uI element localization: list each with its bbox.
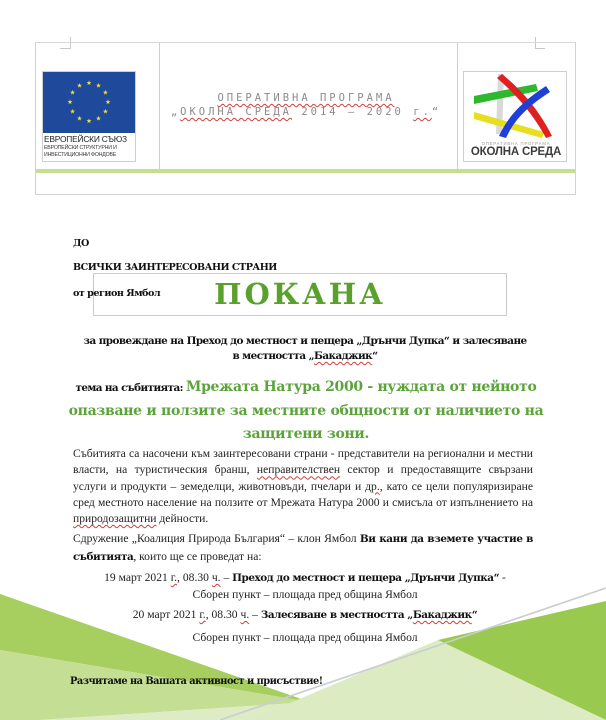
- event-theme: [68, 375, 544, 445]
- eu-logo-title: ЕВРОПЕЙСКИ СЪЮЗ: [44, 134, 127, 144]
- header-banner: [35, 42, 576, 195]
- eu-flag-icon: [43, 72, 135, 133]
- addressee-line-3: от регион Ямбол: [73, 288, 161, 299]
- event-item-1: [70, 570, 540, 602]
- addressee-line-1: ДО: [73, 238, 89, 249]
- program-title: [156, 91, 456, 119]
- closing-line: Разчитаме на Вашата активност и присъствие!: [70, 676, 323, 687]
- event-item-2: [70, 607, 540, 645]
- eu-logo: [42, 71, 136, 162]
- header-green-rule: [36, 169, 575, 173]
- event-2-meeting-point: Сборен пункт – площада пред община Ямбол: [192, 630, 418, 644]
- header-divider: [457, 43, 458, 170]
- event-2-name: Залесяване в местността „Бакаджик“: [260, 609, 478, 621]
- okolna-sreda-logo-subtitle: ОПЕРАТИВНА ПРОГРАМА: [481, 141, 551, 146]
- purpose-line-1: за провеждане на Преход до местност и пещера „Дрънчи Дупка“ и залесяване: [83, 335, 527, 347]
- program-title-line1: ОПЕРАТИВНА ПРОГРАМА: [217, 92, 395, 104]
- event-2-heading: 20 март 2021 г., 08.30 ч. – Залесяване в местността „Бакаджик“: [132, 608, 478, 621]
- event-1-name: Преход до местност и пещера „Дрънчи Дупка“: [232, 572, 500, 584]
- theme-label: тема на събитията:: [75, 382, 186, 394]
- program-title-line2: „ОКОЛНА СРЕДА 2014 – 2020 г.“: [170, 106, 442, 118]
- theme-topic: Мрежата Натура 2000 - нуждата от нейното опазване и ползите за местните общности от наличието на защитени зони.: [68, 379, 544, 442]
- eu-logo-subtitle-2: ИНВЕСТИЦИОННИ ФОНДОВЕ: [44, 152, 117, 158]
- okolna-sreda-logo: [463, 71, 567, 162]
- eu-logo-subtitle-1: ЕВРОПЕЙСКИ СТРУКТУРНИ И: [44, 145, 117, 151]
- invitation-paragraph: Сдружение „Коалиция Природа България“ – клон Ямбол Ви кани да вземете участие в събитията, които ще се проведат на:: [73, 532, 533, 563]
- document-title: ПОКАНА: [214, 277, 386, 311]
- description-paragraph: Събитията са насочени към заинтересовани страни - представители на регионални и местни власти, на туристическия бранш, неправителствен сектор и предоставящите свързани услуги и продукти – земеделци, животновъди, пчелари и др., като се цели популяризиране сред местното население на ползите от Мрежата Натура 2000 и смисъла от изпълнението на природозащитни дейности.: [73, 447, 533, 526]
- addressee-line-2: ВСИЧКИ ЗАИНТЕРЕСОВАНИ СТРАНИ: [73, 262, 277, 273]
- invitation-emphasis: Ви кани да вземете участие в събитията: [73, 533, 533, 563]
- event-purpose: [70, 334, 540, 364]
- event-1-meeting-point: Сборен пункт – площада пред община Ямбол: [192, 587, 418, 601]
- event-1-heading: 19 март 2021 г., 08.30 ч. – Преход до местност и пещера „Дрънчи Дупка“ -: [104, 571, 506, 584]
- okolna-sreda-logo-title: ОКОЛНА СРЕДА: [470, 146, 562, 158]
- okolna-sreda-emblem-icon: [464, 72, 567, 142]
- purpose-line-2: в местността „Бакаджик“: [232, 350, 378, 362]
